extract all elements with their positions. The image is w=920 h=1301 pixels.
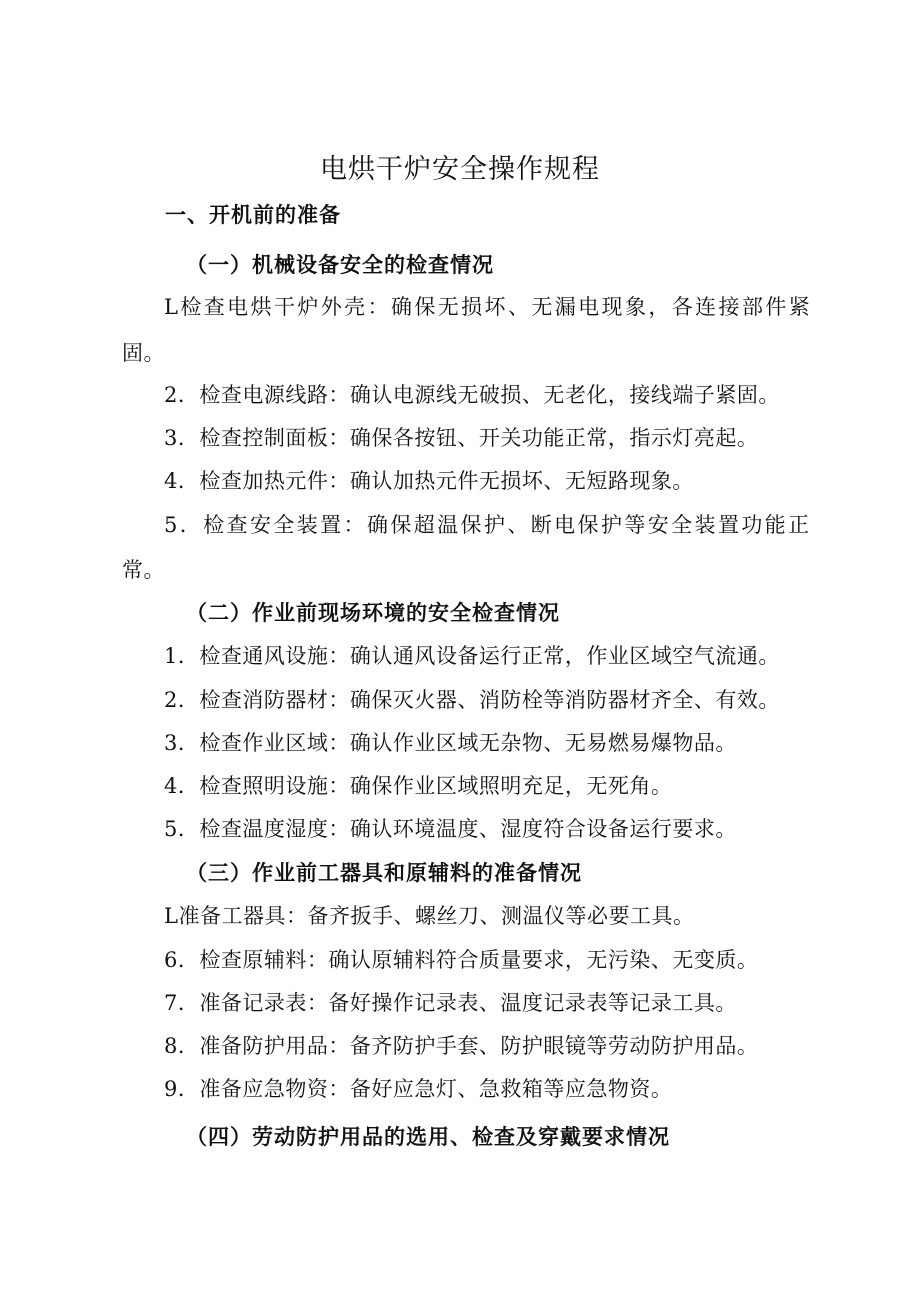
list-item: 3．检查控制面板：确保各按钮、开关功能正常，指示灯亮起。 [164,426,759,450]
list-item: 3．检查作业区域：确认作业区域无杂物、无易燃易爆物品。 [164,731,737,755]
section-heading: 一、开机前的准备 [165,203,341,227]
list-item-continuation: 固。 [122,341,165,365]
subsection-heading: （三）作业前工器具和原辅料的准备情况 [186,861,582,885]
list-item: L检查电烘干炉外壳：确保无损坏、无漏电现象，各连接部件紧 [164,295,813,319]
list-item: 9．准备应急物资：备好应急灯、急救箱等应急物资。 [164,1077,673,1101]
list-item: 6．检查原辅料：确认原辅料符合质量要求，无污染、无变质。 [164,948,759,972]
list-item: L准备工器具：备齐扳手、螺丝刀、测温仪等必要工具。 [164,904,695,928]
subsection-heading: （一）机械设备安全的检查情况 [186,253,494,277]
list-item: 4．检查加热元件：确认加热元件无损坏、无短路现象。 [164,469,694,493]
document-title: 电烘干炉安全操作规程 [320,154,600,185]
subsection-heading: （四）劳动防护用品的选用、检查及穿戴要求情况 [186,1125,670,1149]
subsection-heading: （二）作业前现场环境的安全检查情况 [186,601,560,625]
list-item: 1．检查通风设施：确认通风设备运行正常，作业区域空气流通。 [164,644,780,668]
list-item: 5．检查温度湿度：确认环境温度、湿度符合设备运行要求。 [164,817,737,841]
list-item-continuation: 常。 [122,558,165,582]
list-item: 2．检查电源线路：确认电源线无破损、无老化，接线端子紧固。 [164,383,780,407]
list-item: 8．准备防护用品：备齐防护手套、防护眼镜等劳动防护用品。 [164,1034,759,1058]
list-item: 5．检查安全装置：确保超温保护、断电保护等安全装置功能正 [164,513,812,537]
list-item: 7．准备记录表：备好操作记录表、温度记录表等记录工具。 [164,991,737,1015]
list-item: 2．检查消防器材：确保灭火器、消防栓等消防器材齐全、有效。 [164,688,780,712]
list-item: 4．检查照明设施：确保作业区域照明充足，无死角。 [164,774,673,798]
